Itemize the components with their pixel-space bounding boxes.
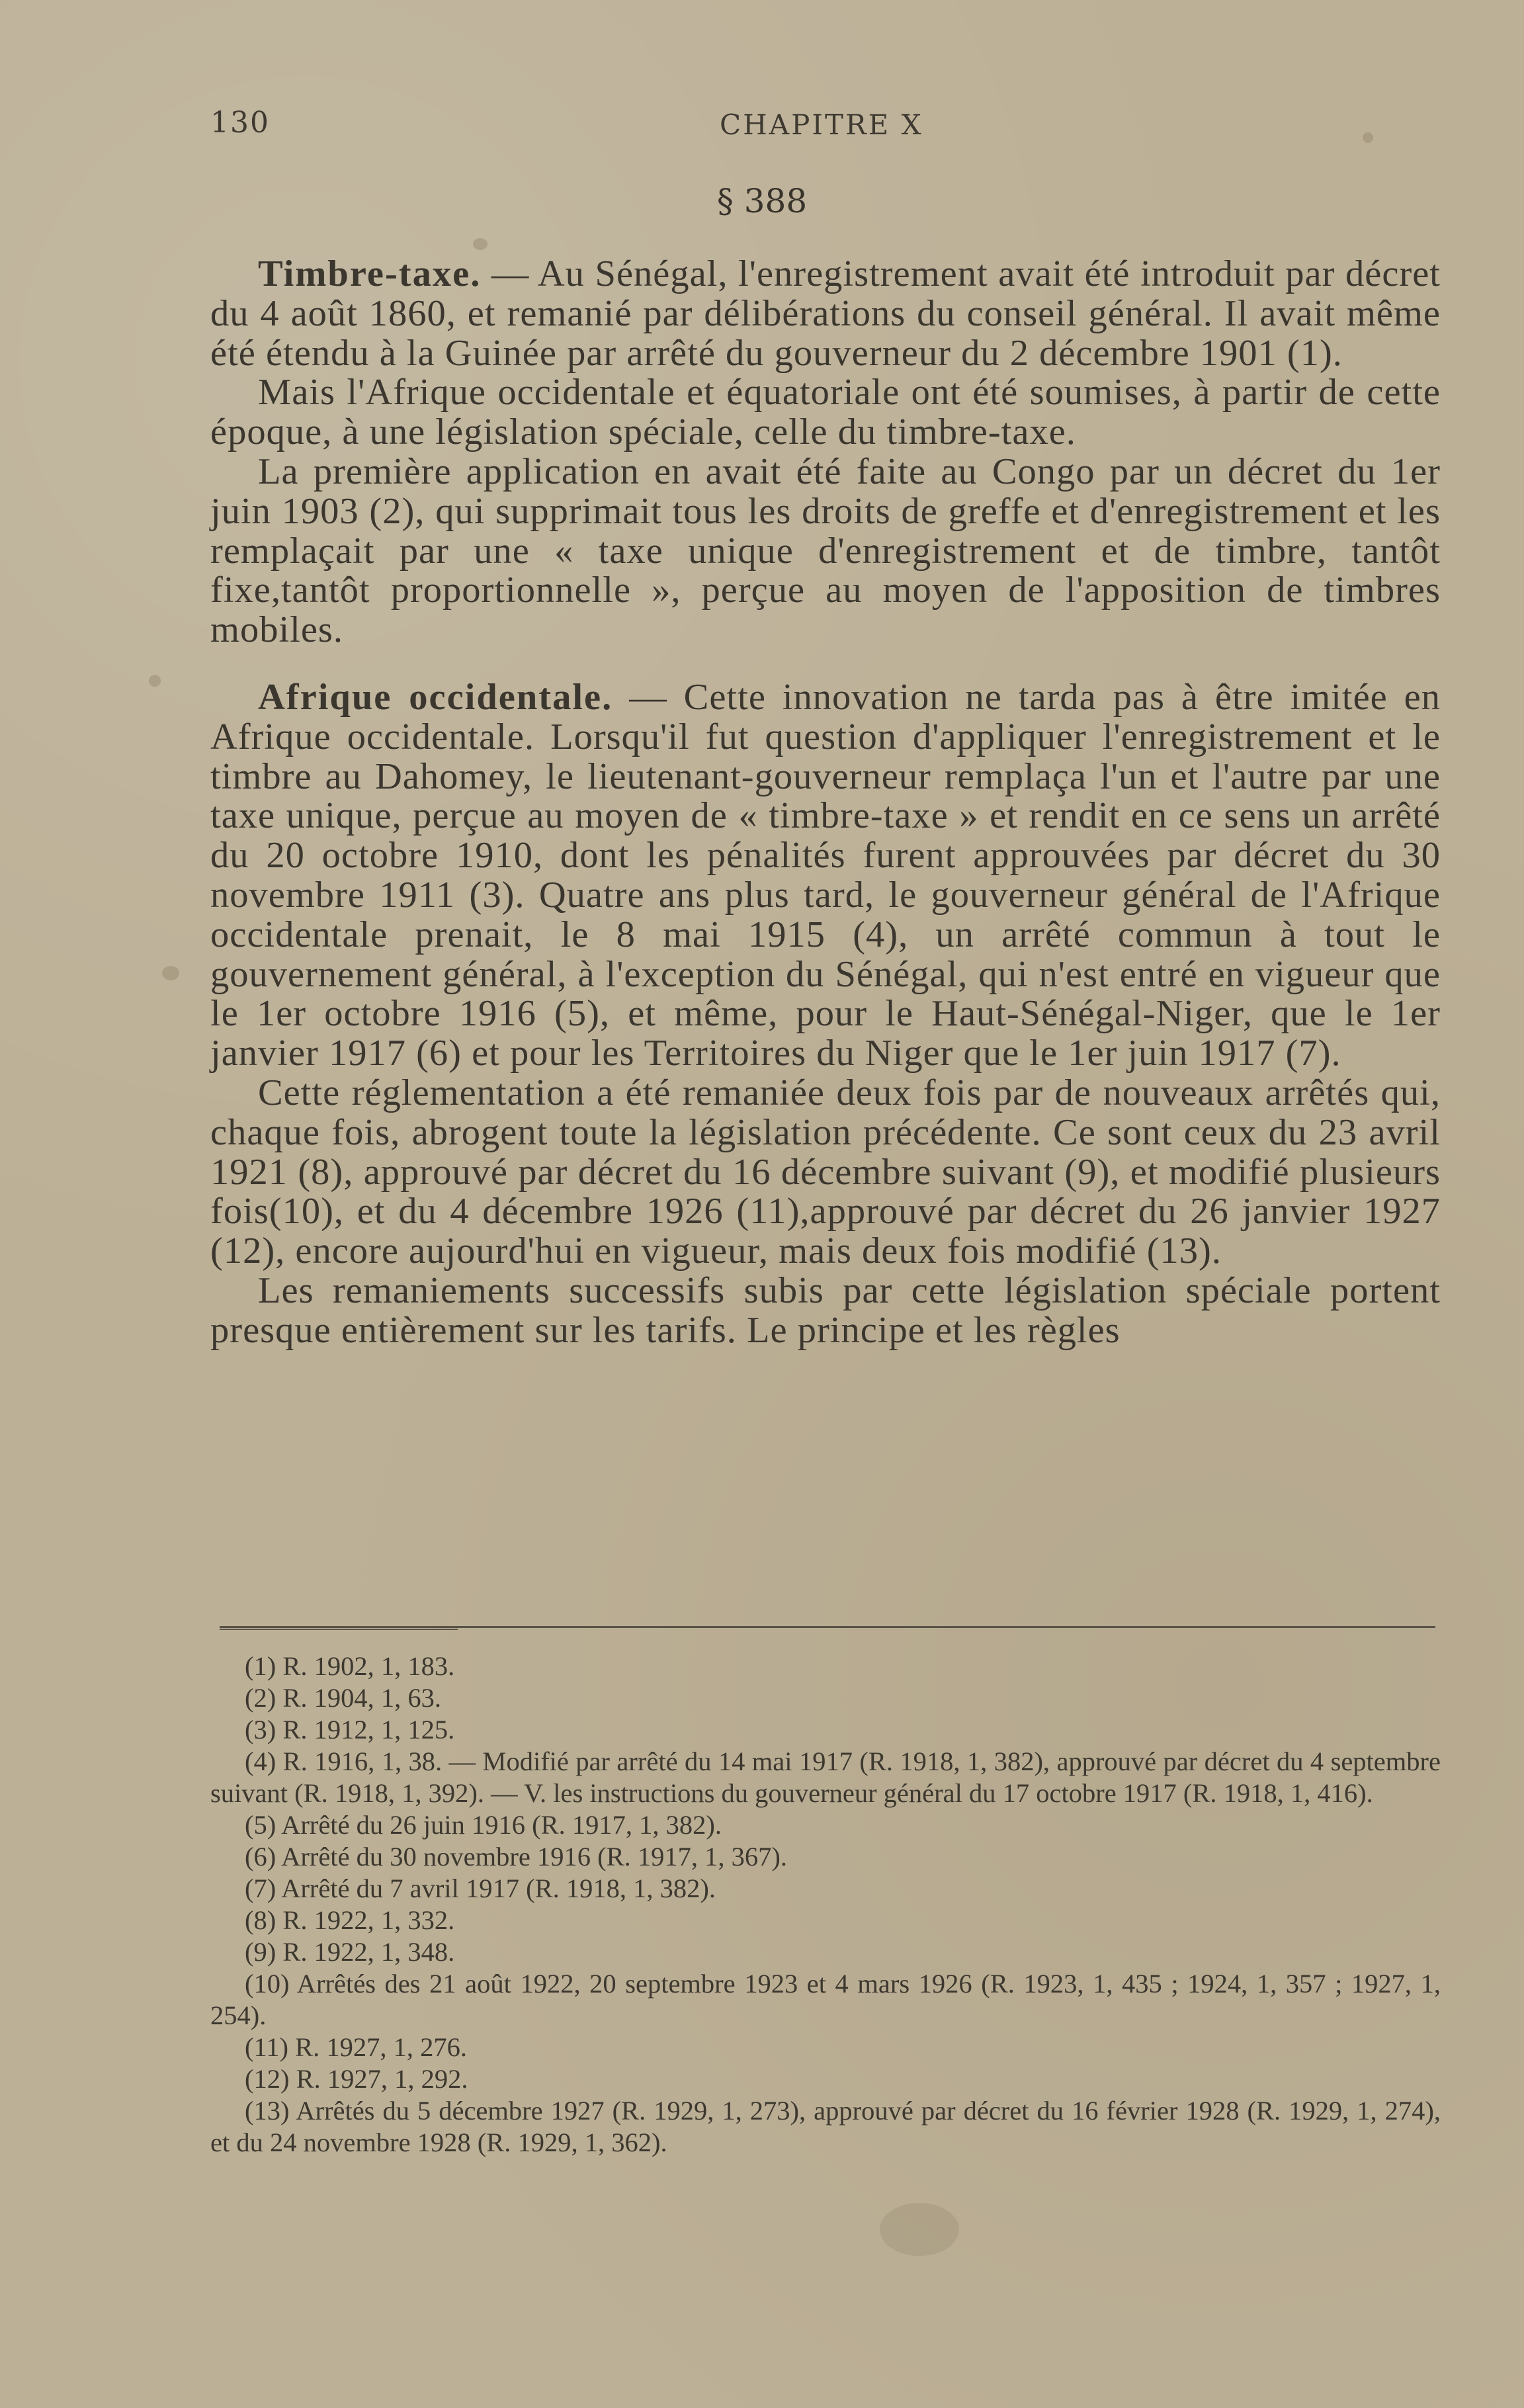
footnote: (9) R. 1922, 1, 348. [245,1937,455,1967]
footnote: (11) R. 1927, 1, 276. [245,2032,467,2062]
footnote: (6) Arrêté du 30 novembre 1916 (R. 1917, 1, 367). [245,1842,787,1871]
footnote: (12) R. 1927, 1, 292. [245,2064,468,2094]
paragraph-text: — Cette innovation ne tarda pas à être imitée en Afrique occidentale. Lorsqu'il fut question d'appliquer l'enregistrement et le timbre au Dahomey, le lieutenant-gouverneur remplaça l'un et l'autre par une taxe unique, perçue au moyen de « timbre-taxe » et rendit en ce sens un arrêté du 20 octobre 1910, dont les pénalités furent approuvées par décret du 30 novembre 1911 (3). Quatre ans plus tard, le gouverneur général de l'Afrique occidentale prenait, le 8 mai 1915 (4), un arrêté commun à tout le gouvernement général, à l'exception du Sénégal, qui n'est entré en vigueur que le 1er octobre 1916 (5), et même, pour le Haut-Sénégal-Niger, que le 1er janvier 1917 (6) et pour les Territoires du Niger que le 1er juin 1917 (7). [210,676,1441,1074]
paper-stain [162,966,179,980]
running-header [210,106,1441,146]
footnotes [210,1651,1441,2159]
section-number: § 388 [716,182,808,220]
footnote: (5) Arrêté du 26 juin 1916 (R. 1917, 1, 382). [245,1810,722,1840]
paper-stain [149,675,161,687]
paper-stain [880,2203,959,2256]
chapter-title: CHAPITRE X [720,108,923,141]
paper-stain [473,238,487,250]
paragraph-text: La première application en avait été faite au Congo par un décret du 1er juin 1903 (2), qui supprimait tous les droits de greffe et d'enregistrement et les remplaçait par une « taxe unique d'enregistrement et de timbre, tantôt fixe,tantôt proportionnelle », perçue au moyen de l'apposition de timbres mobiles. [210,451,1441,651]
paragraph-heading: Afrique occidentale. [258,676,613,718]
paragraph [210,1074,1441,1271]
footnote: (10) Arrêtés des 21 août 1922, 20 septembre 1923 et 4 mars 1926 (R. 1923, 1, 435 ; 1924, 1, 357 ; 1927, 1, 254). [210,1969,1441,2030]
footnote: (7) Arrêté du 7 avril 1917 (R. 1918, 1, 382). [245,1873,716,1903]
paragraph-text: Cette réglementation a été remaniée deux fois par de nouveaux arrêtés qui, chaque fois, abrogent toute la législation précédente. Ce sont ceux du 23 avril 1921 (8), approuvé par décret du 16 décembre suivant (9), et modifié plusieurs fois(10), et du 4 décembre 1926 (11),approuvé par décret du 26 janvier 1927 (12), encore aujourd'hui en vigueur, mais deux fois modifié (13). [210,1072,1441,1272]
footnote: (13) Arrêtés du 5 décembre 1927 (R. 1929, 1, 273), approuvé par décret du 16 février 1928 (R. 1929, 1, 274), et du 24 novembre 1928 (R. 1929, 1, 362). [210,2096,1441,2157]
footnote-separator-short [220,1629,458,1630]
paragraph-heading: Timbre-taxe. [258,253,482,294]
page-number: 130 [210,106,270,140]
footnote: (8) R. 1922, 1, 332. [245,1905,455,1935]
paragraph [210,678,1441,1074]
footnote-separator [220,1626,1435,1628]
paragraph-text: Les remaniements successifs subis par cette législation spéciale portent presque entièrement sur les tarifs. Le principe et les règles [210,1269,1441,1351]
paragraph [210,1271,1441,1351]
paragraph-text: — Au Sénégal, l'enregistrement avait été introduit par décret du 4 août 1860, et remanié par délibérations du conseil général. Il avait même été étendu à la Guinée par arrêté du gouverneur du 2 décembre 1901 (1). [210,253,1441,374]
footnote: (3) R. 1912, 1, 125. [245,1715,455,1744]
paragraph [210,373,1441,452]
paragraph-text: Mais l'Afrique occidentale et équatoriale ont été soumises, à partir de cette époque, à une législation spéciale, celle du timbre-taxe. [210,372,1441,453]
paragraph [210,255,1441,373]
paragraph [210,452,1441,650]
footnote: (2) R. 1904, 1, 63. [245,1683,441,1713]
footnote: (1) R. 1902, 1, 183. [245,1651,455,1681]
footnote: (4) R. 1916, 1, 38. — Modifié par arrêté du 14 mai 1917 (R. 1918, 1, 382), approuvé par décret du 4 septembre suivant (R. 1918, 1, 392). — V. les instructions du gouverneur général du 17 octobre 1917 (R. 1918, 1, 416). [210,1746,1441,1808]
body-text [210,255,1441,1351]
